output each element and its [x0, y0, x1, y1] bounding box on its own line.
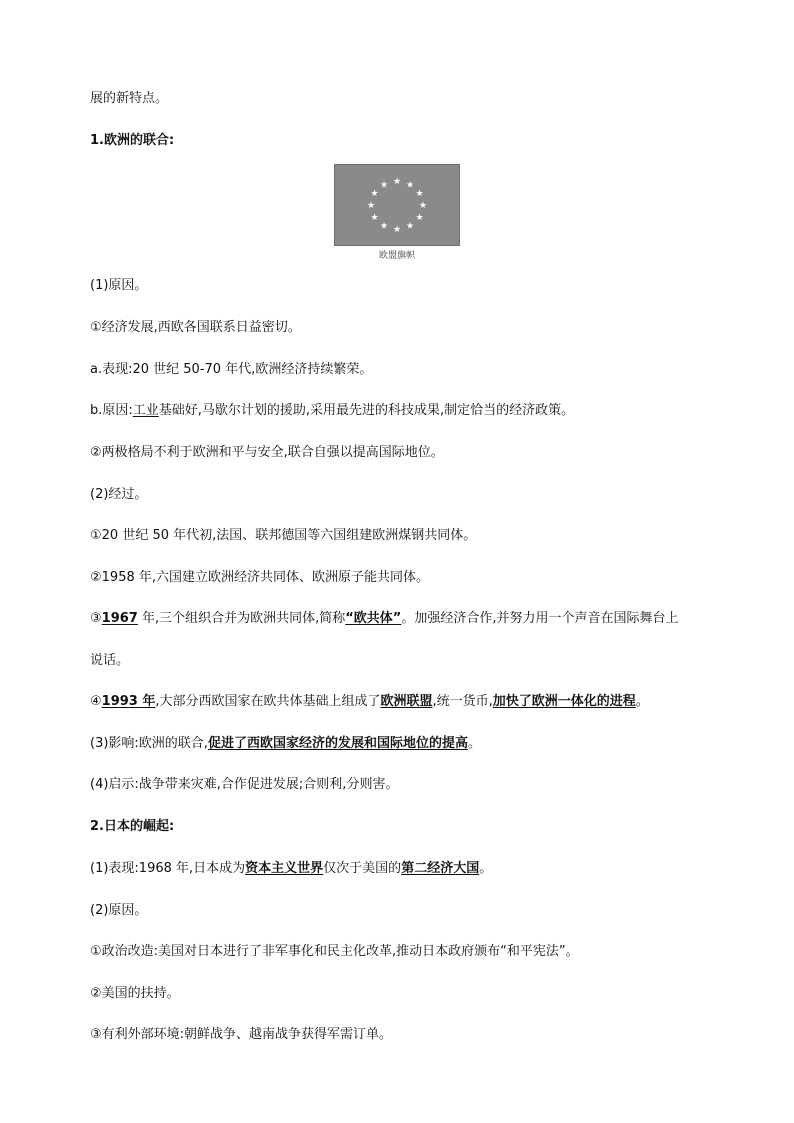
svg-text:★: ★: [405, 180, 415, 191]
cause-2: ②两极格局不利于欧洲和平与安全,联合自强以提高国际地位。: [90, 445, 444, 460]
impact: [90, 735, 481, 753]
process-3-year: 1967: [101, 611, 138, 626]
impact-post: 。: [467, 736, 481, 751]
process-2: ②1958 年,六国建立欧洲经济共同体、欧洲原子能共同体。: [90, 570, 430, 585]
process-heading: (2)经过。: [90, 487, 148, 502]
svg-text:★: ★: [366, 201, 376, 211]
cause-1b-underlined: 工业: [132, 403, 159, 418]
japan-performance-mid: 仅次于美国的: [323, 861, 402, 876]
process-4-year: 1993 年: [101, 694, 156, 709]
process-1: ①20 世纪 50 年代初,法国、联邦德国等六国组建欧洲煤钢共同体。: [90, 528, 477, 543]
svg-text:★: ★: [392, 177, 402, 187]
japan-performance-term1: 资本主义世界: [245, 861, 324, 876]
eu-flag-figure: [334, 164, 460, 246]
japan-performance-term2: 第二经济大国: [401, 861, 480, 876]
svg-text:★: ★: [418, 201, 428, 211]
cause-1b: [90, 402, 574, 420]
cause-heading: (1)原因。: [90, 278, 148, 293]
eu-flag-image: [334, 164, 460, 246]
section-1-heading: 1.欧洲的联合:: [90, 133, 175, 148]
insight: (4)启示:战争带来灾难,合作促进发展;合则利,分则害。: [90, 777, 399, 792]
svg-text:★: ★: [379, 180, 389, 191]
cause-1a: a.表现:20 世纪 50-70 年代,欧洲经济持续繁荣。: [90, 362, 373, 377]
svg-text:★: ★: [379, 221, 389, 232]
japan-cause-1: ①政治改造:美国对日本进行了非军事化和民主化改革,推动日本政府颁布“和平宪法”。: [90, 944, 579, 959]
process-3: [90, 610, 678, 628]
svg-text:★: ★: [415, 213, 424, 223]
svg-text:★: ★: [370, 189, 379, 199]
process-3-continued: 说话。: [90, 653, 130, 668]
svg-text:★: ★: [392, 225, 402, 235]
process-4-mid: ,大部分西欧国家在欧共体基础上组成了: [155, 694, 381, 709]
eu-flag-caption: 欧盟旗帜: [378, 251, 415, 261]
svg-text:★: ★: [415, 189, 424, 199]
japan-performance-pre: (1)表现:1968 年,日本成为: [90, 861, 246, 876]
intro-tail: 展的新特点。: [90, 91, 169, 106]
process-3-post: 。加强经济合作,并努力用一个声音在国际舞台上: [401, 611, 679, 626]
impact-pre: (3)影响:欧洲的联合,: [90, 736, 208, 751]
section-2-heading: 2.日本的崛起:: [90, 819, 175, 834]
process-4-mid2: ,统一货币,: [432, 694, 493, 709]
japan-performance-post: 。: [479, 861, 493, 876]
process-4: [90, 693, 649, 711]
cause-1b-post: 基础好,马歇尔计划的援助,采用最先进的科技成果,制定恰当的经济政策。: [158, 403, 575, 418]
process-4-post: 。: [635, 694, 649, 709]
cause-1b-pre: b.原因:: [90, 403, 133, 418]
japan-cause-heading: (2)原因。: [90, 903, 148, 918]
process-4-pre: ④: [90, 694, 102, 709]
process-3-mid: 年,三个组织合并为欧洲共同体,简称: [137, 611, 346, 626]
process-4-term2: 加快了欧洲一体化的进程: [492, 694, 636, 709]
process-3-term: “欧共体”: [345, 611, 402, 626]
japan-cause-3: ③有利外部环境:朝鲜战争、越南战争获得军需订单。: [90, 1027, 393, 1042]
svg-text:★: ★: [370, 213, 379, 223]
process-3-pre: ③: [90, 611, 102, 626]
impact-term: 促进了西欧国家经济的发展和国际地位的提高: [207, 736, 468, 751]
japan-cause-2: ②美国的扶持。: [90, 986, 180, 1001]
process-4-term: 欧洲联盟: [380, 694, 433, 709]
cause-1: ①经济发展,西欧各国联系日益密切。: [90, 320, 301, 335]
japan-performance: [90, 860, 492, 878]
svg-text:★: ★: [405, 221, 415, 232]
